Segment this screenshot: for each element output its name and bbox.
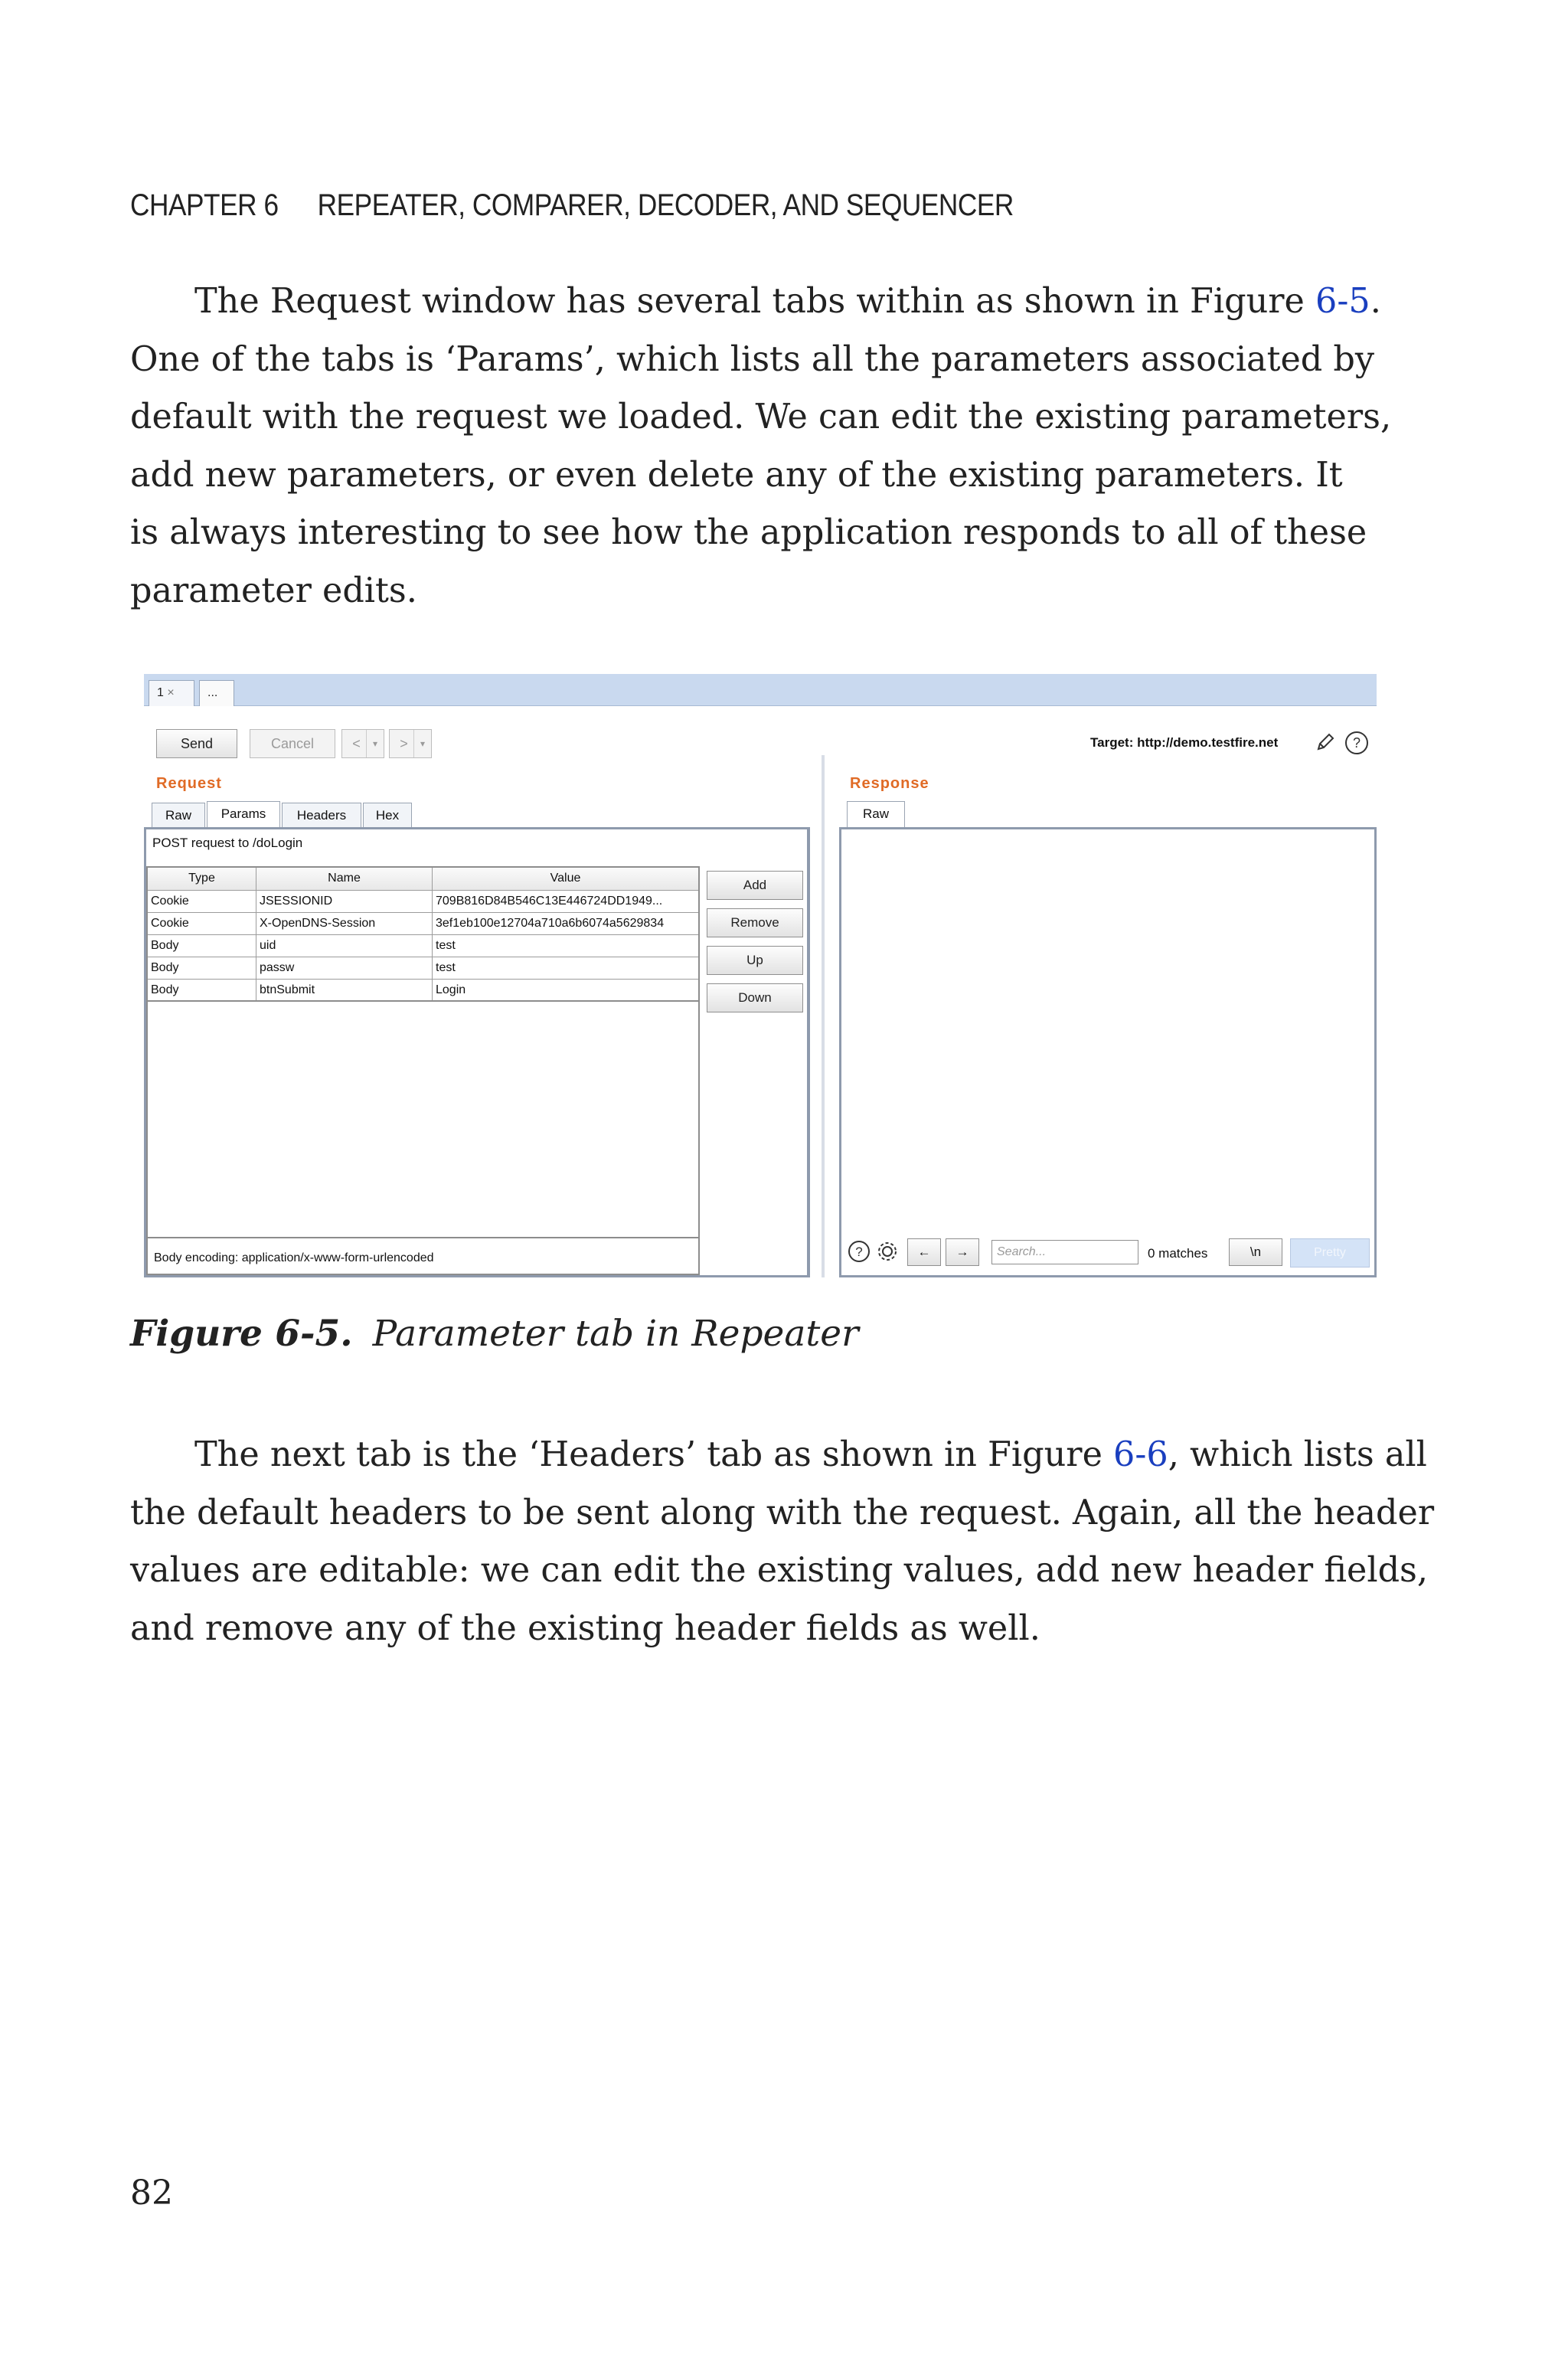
body-paragraph-1 <box>130 273 1392 620</box>
cell-type[interactable]: Cookie <box>148 913 256 934</box>
cell-name[interactable]: JSESSIONID <box>256 891 433 912</box>
paragraph-line: the default headers to be sent along with the request. Again, all the header <box>130 1493 1435 1532</box>
move-down-button[interactable]: Down <box>707 983 803 1012</box>
chevron-right-icon: > <box>394 730 414 757</box>
table-row[interactable] <box>148 957 698 980</box>
pane-divider[interactable] <box>822 755 825 1277</box>
figure-ref-link[interactable]: 6-5 <box>1315 282 1370 321</box>
cell-name[interactable]: X-OpenDNS-Session <box>256 913 433 934</box>
close-tab-icon[interactable]: × <box>167 686 175 699</box>
pretty-button[interactable]: Pretty <box>1290 1238 1370 1268</box>
help-icon[interactable] <box>846 1238 872 1264</box>
cell-value[interactable]: test <box>436 939 456 952</box>
cell-name[interactable]: btnSubmit <box>256 980 433 1000</box>
paragraph-line: default with the request we loaded. We can edit the existing parameters, <box>130 397 1392 437</box>
request-summary: POST request to /doLogin <box>152 836 303 850</box>
svg-text:?: ? <box>855 1245 863 1259</box>
match-count: 0 matches <box>1148 1246 1208 1261</box>
tab-raw[interactable]: Raw <box>152 803 205 827</box>
repeater-screenshot-figure <box>144 674 1377 1277</box>
cell-type[interactable]: Body <box>148 980 256 1000</box>
prev-match-arrow-icon[interactable]: ← <box>907 1238 941 1266</box>
paragraph-line: The next tab is the ‘Headers’ tab as shown in Figure 6-6, which lists all <box>194 1435 1427 1474</box>
history-back-button[interactable] <box>341 729 384 758</box>
cell-value[interactable]: Login <box>436 983 466 996</box>
paragraph-line: values are editable: we can edit the existing values, add new header fields, <box>130 1551 1429 1590</box>
add-param-button[interactable]: Add <box>707 871 803 900</box>
cell-value[interactable]: test <box>436 961 456 974</box>
newline-toggle-button[interactable]: \n <box>1229 1238 1282 1266</box>
figure-caption-label: Figure 6-5. <box>130 1313 353 1355</box>
help-icon[interactable] <box>1343 729 1370 757</box>
paragraph-line: is always interesting to see how the application responds to all of these <box>130 513 1367 552</box>
tab-headers[interactable]: Headers <box>282 803 361 827</box>
params-table <box>146 866 700 1238</box>
dropdown-arrow-icon: ▾ <box>372 738 378 749</box>
cell-value[interactable]: 709B816D84B546C13E446724DD1949... <box>436 895 663 908</box>
paragraph-line: parameter edits. <box>130 571 417 610</box>
paragraph-line: and remove any of the existing header fields as well. <box>130 1608 1040 1648</box>
tab-params[interactable]: Params <box>207 801 280 827</box>
next-match-arrow-icon[interactable]: → <box>946 1238 979 1266</box>
repeater-tab-strip <box>144 674 1377 706</box>
pencil-icon[interactable] <box>1314 731 1337 754</box>
chapter-title: REPEATER, COMPARER, DECODER, AND SEQUENCER <box>317 188 1014 222</box>
chapter-label: CHAPTER 6 <box>130 188 279 222</box>
cell-value[interactable]: 3ef1eb100e12704a710a6b6074a5629834 <box>436 917 665 930</box>
table-row[interactable] <box>148 980 698 1002</box>
gear-icon[interactable] <box>874 1238 901 1264</box>
response-pane-title: Response <box>850 775 929 792</box>
cell-type[interactable]: Body <box>148 935 256 957</box>
paragraph-line: One of the tabs is ‘Params’, which lists all the parameters associated by <box>130 339 1375 379</box>
tab-hex[interactable]: Hex <box>363 803 412 827</box>
paragraph-line: add new parameters, or even delete any of the existing parameters. It <box>130 455 1343 495</box>
dropdown-arrow-icon: ▾ <box>420 738 426 749</box>
response-search-bar <box>841 1228 1374 1275</box>
remove-param-button[interactable]: Remove <box>707 908 803 937</box>
cell-name[interactable]: uid <box>256 935 433 957</box>
history-forward-button[interactable] <box>389 729 432 758</box>
body-paragraph-2 <box>130 1426 1435 1657</box>
body-encoding-label: Body encoding: application/x-www-form-urlencoded <box>146 1238 700 1275</box>
svg-text:?: ? <box>1352 735 1361 751</box>
paragraph-line: The Request window has several tabs within as shown in Figure 6-5. <box>194 282 1381 321</box>
figure-caption <box>130 1313 859 1355</box>
column-header-name[interactable]: Name <box>256 868 433 890</box>
new-tab-button[interactable]: ... <box>199 680 234 706</box>
page-number: 82 <box>130 2174 173 2213</box>
request-params-panel <box>144 827 810 1277</box>
repeater-tab-1[interactable]: 1 × <box>149 680 194 706</box>
cancel-button[interactable]: Cancel <box>250 729 335 758</box>
response-search-input[interactable]: Search... <box>991 1240 1138 1264</box>
table-row[interactable] <box>148 913 698 935</box>
figure-caption-text: Parameter tab in Repeater <box>372 1313 859 1355</box>
table-row[interactable] <box>148 935 698 957</box>
target-label: Target: http://demo.testfire.net <box>1090 735 1279 750</box>
move-up-button[interactable]: Up <box>707 946 803 975</box>
tab-response-raw[interactable]: Raw <box>847 801 905 827</box>
table-row[interactable] <box>148 891 698 913</box>
request-pane-title: Request <box>156 775 222 792</box>
cell-type[interactable]: Cookie <box>148 891 256 912</box>
figure-ref-link[interactable]: 6-6 <box>1113 1435 1168 1474</box>
send-button[interactable]: Send <box>156 729 237 758</box>
response-panel <box>839 827 1377 1277</box>
cell-type[interactable]: Body <box>148 957 256 979</box>
column-header-type[interactable]: Type <box>148 868 256 890</box>
cell-name[interactable]: passw <box>256 957 433 979</box>
running-head <box>130 188 1014 223</box>
column-header-value[interactable]: Value <box>550 872 581 885</box>
chevron-left-icon: < <box>347 730 367 757</box>
params-table-header <box>148 868 698 891</box>
